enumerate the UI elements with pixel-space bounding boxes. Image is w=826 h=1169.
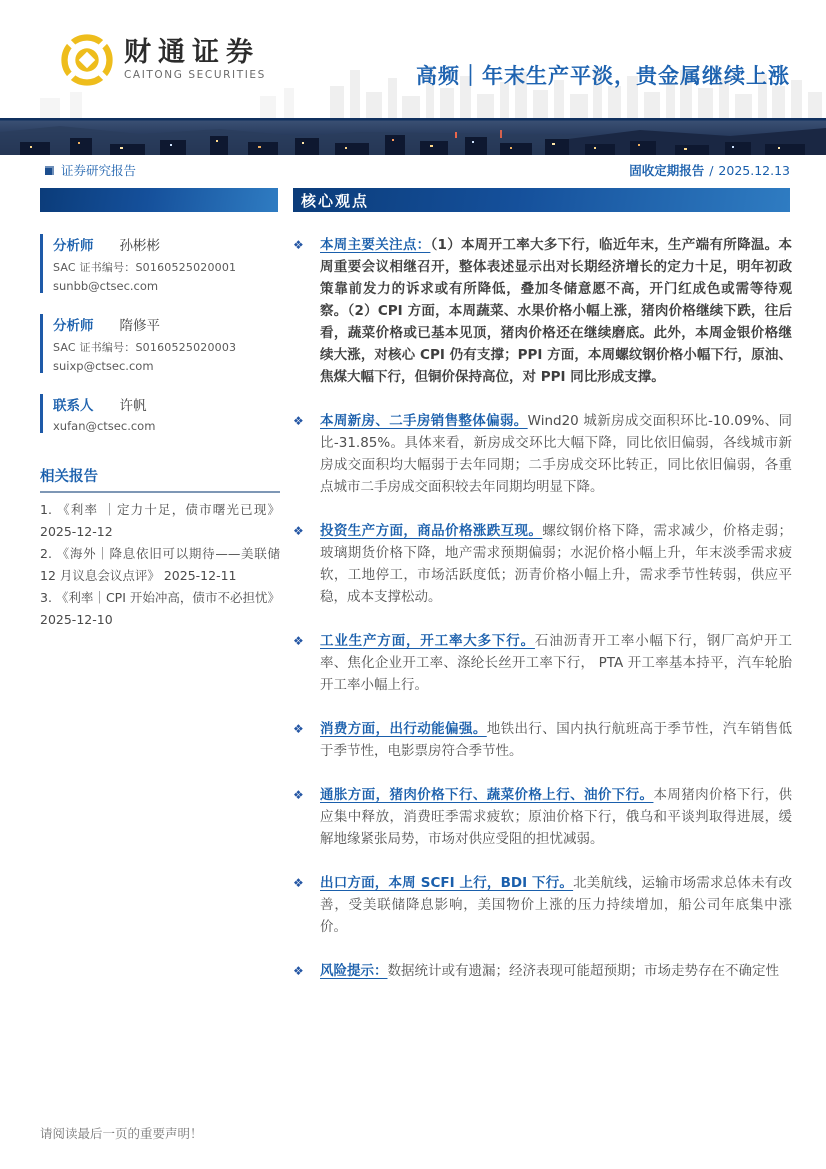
related-report-item: 1. 《利率 ｜定力十足，债市曙光已现》 2025-12-12 (40, 502, 280, 539)
bullet-weekly-focus (293, 234, 792, 388)
diamond-bullet-icon: ❖ (293, 524, 304, 538)
analyst-sac-number: SAC 证书编号：S0160525020003 (53, 341, 237, 354)
report-date: 2025.12.13 (718, 163, 790, 178)
related-report-item: 2. 《海外｜降息依旧可以期待——美联储 12 月议息会议点评》 2025-12-11 (40, 546, 280, 583)
related-report-item: 3. 《利率｜CPI 开始冲高，债市不必担忧》 2025-12-10 (40, 590, 280, 627)
report-label-square-icon (45, 166, 54, 175)
analyst-block (40, 314, 280, 373)
bullet-consumption (293, 718, 792, 762)
bullet-lead: 出口方面，本周 SCFI 上行，BDI 下行。 (320, 875, 574, 891)
bullet-lead: 本周新房、二手房销售整体偏弱。 (320, 413, 528, 429)
diamond-bullet-icon: ❖ (293, 634, 304, 648)
bullet-body: 螺纹钢价格下降，需求减少，价格走弱；玻璃期货价格下降，地产需求预期偏弱；水泥价格小幅上升，年末淡季需求疲软，工地停工，市场活跃度低；沥青价格小幅上升，需求季节性转弱，供应平稳，成本支撑松动。 (320, 523, 793, 605)
banner-skyline-photo (0, 118, 826, 155)
bullet-body: 北美航线，运输市场需求总体未有改善，受美联储降息影响，美国物价上涨的压力持续增加，船公司年底集中涨价。 (320, 875, 792, 935)
bullet-lead: 消费方面，出行动能偏强。 (320, 721, 487, 737)
analyst-email: sunbb@ctsec.com (53, 279, 159, 293)
report-meta (629, 161, 790, 179)
bullet-inflation (293, 784, 792, 850)
bullet-housing-sales (293, 410, 792, 498)
analyst-role: 分析师 (53, 238, 94, 254)
disclaimer-text: 请阅读最后一页的重要声明！ (40, 1126, 203, 1141)
analyst-name: 隋修平 (119, 318, 160, 334)
bullet-risk-warning (293, 960, 792, 982)
analyst-email: suixp@ctsec.com (53, 359, 154, 373)
core-view-header-bar (293, 188, 790, 212)
report-label-text: 证券研究报告 (61, 163, 137, 178)
bullet-body: 数据统计或有遗漏；经济表现可能超预期；市场走势存在不确定性 (387, 963, 779, 979)
page-title: 高频｜年末生产平淡，贵金属继续上涨 (416, 64, 790, 88)
brand-name-cn: 财通证券 (124, 37, 260, 68)
bullet-lead: 工业生产方面，开工率大多下行。 (320, 633, 535, 649)
brand-name-en: CAITONG SECURITIES (124, 69, 266, 81)
subheader-row (0, 160, 826, 180)
diamond-bullet-icon: ❖ (293, 876, 304, 890)
diamond-bullet-icon: ❖ (293, 414, 304, 428)
bullet-industrial-production (293, 630, 792, 696)
bullet-exports (293, 872, 792, 938)
bullet-investment-production (293, 520, 792, 608)
bullet-body: 地铁出行、国内执行航班高于季节性，汽车销售低于季节性，电影票房符合季节性。 (320, 721, 793, 759)
analyst-sac-number: SAC 证书编号：S0160525020001 (53, 261, 237, 274)
report-meta-separator: / (709, 163, 714, 178)
core-view-content (293, 234, 792, 1004)
contact-email: xufan@ctsec.com (53, 419, 156, 433)
bullet-body: Wind20 城新房成交面积环比-10.09%、同比-31.85%。具体来看，新房成交环比大幅下降，同比依旧偏弱，各线城市新房成交面积均大幅弱于去年同期；二手房成交环比转正，同比依旧偏弱，各重点城市二手房成交面积较去年同期均明显下降。 (320, 413, 792, 495)
bullet-body: 石油沥青开工率小幅下行，钢厂高炉开工率、焦化企业开工率、涤纶长丝开工率下行， PTA 开工率基本持平，汽车轮胎开工率小幅上行。 (320, 633, 792, 693)
analyst-name: 孙彬彬 (119, 238, 160, 254)
contact-name: 许帆 (119, 398, 147, 414)
report-type: 固收定期报告 (629, 163, 705, 178)
diamond-bullet-icon: ❖ (293, 238, 304, 252)
related-reports (40, 465, 280, 631)
contact-block (40, 394, 280, 433)
diamond-bullet-icon: ❖ (293, 788, 304, 802)
bullet-body: 本周猪肉价格下行，供应集中释放，消费旺季需求疲软；原油价格下行，俄乌和平谈判取得进展，缓解地缘紧张局势，市场对供应受阻的担忧减弱。 (320, 787, 793, 847)
diamond-bullet-icon: ❖ (293, 964, 304, 978)
bullet-body: （1）本周开工率大多下行，临近年末，生产端有所降温。本周重要会议相继召开，整体表述显示出对长期经济增长的定力十足，明年初政策靠前发力的诉求或有所降低，叠加冬储意愿不高，开门红成色或需等待观察。（2）CPI 方面，本周蔬菜、水果价格小幅上涨，猪肉价格继续下跌，往后看，蔬菜价格或已基本见顶，猪肉价格还在继续磨底。此外，本周金银价格继续大涨，对核心 CPI 仍有支撑；PPI 方面，本周螺纹钢价格小幅下行，原油、焦煤大幅下行，但铜价保持高位，对 PPI 同比形成支撑。 (320, 237, 792, 385)
related-reports-title: 相关报告 (40, 465, 280, 493)
analyst-role: 分析师 (53, 318, 94, 334)
core-view-title: 核心观点 (301, 191, 370, 210)
report-label (45, 161, 136, 179)
sidebar-header-bar (40, 188, 278, 212)
sidebar (40, 234, 280, 631)
contact-role: 联系人 (53, 398, 94, 414)
bullet-lead: 通胀方面，猪肉价格下行、蔬菜价格上行、油价下行。 (320, 787, 654, 803)
analyst-block (40, 234, 280, 293)
bullet-lead: 本周主要关注点： (320, 237, 431, 253)
diamond-bullet-icon: ❖ (293, 722, 304, 736)
bullet-lead: 风险提示： (320, 963, 388, 979)
bullet-lead: 投资生产方面，商品价格涨跌互现。 (320, 523, 543, 539)
